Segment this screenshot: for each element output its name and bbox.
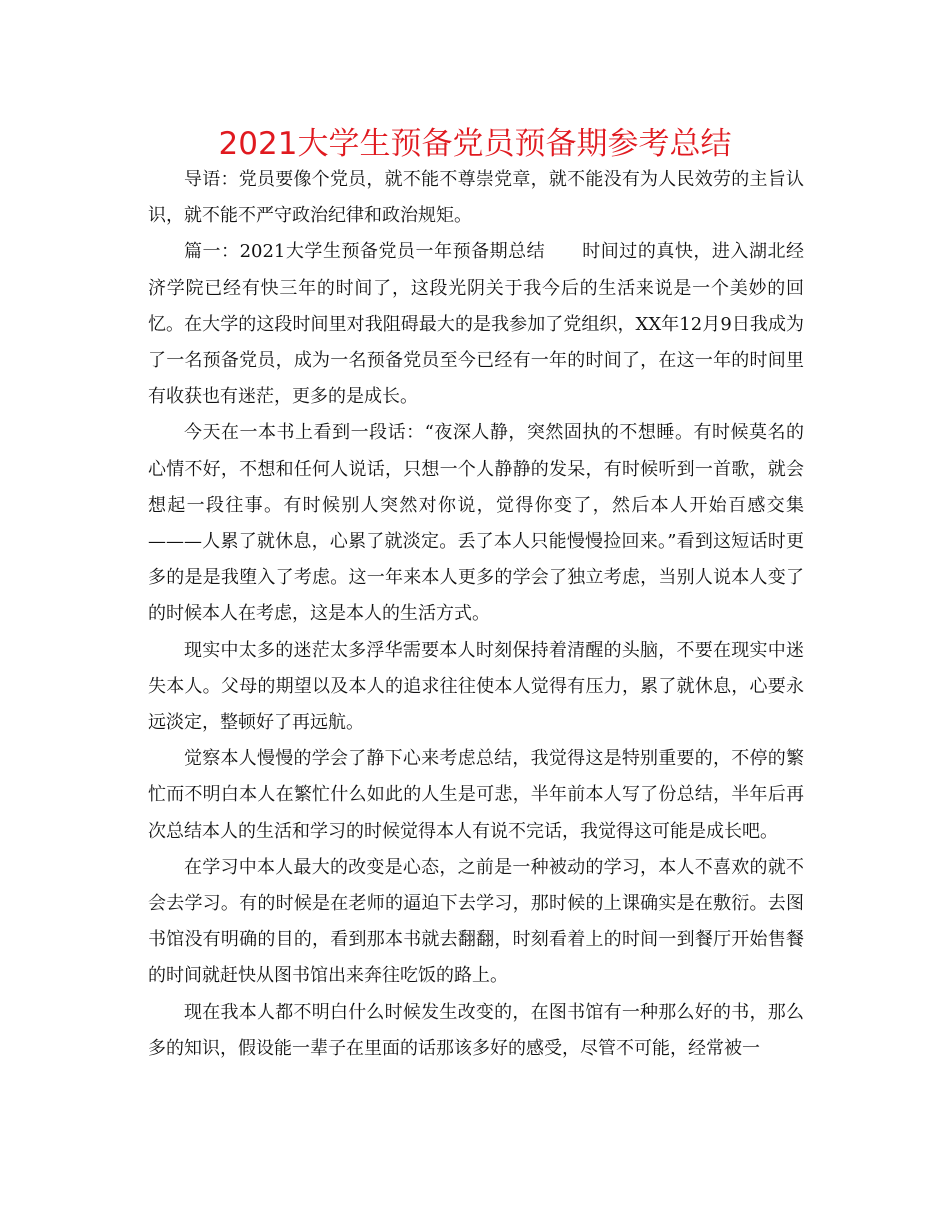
paragraph-6: 现在我本人都不明白什么时候发生改变的，在图书馆有一种那么好的书，那么多的知识，假设能一辈子在里面的话那该多好的感受，尽管不可能，经常被一 — [148, 1001, 804, 1059]
paragraph-5: 在学习中本人最大的改变是心态，之前是一种被动的学习，本人不喜欢的就不会去学习。有的时候是在老师的逼迫下去学习，那时候的上课确实是在敷衍。去图书馆没有明确的目的，看到那本书就去翻翻，时刻看着上的时间一到餐厅开始售餐的时间就赶快从图书馆出来奔往吃饭的路上。 — [148, 856, 804, 987]
document-body — [148, 162, 804, 1067]
paragraph-intro: 导语：党员要像个党员，就不能不尊崇党章，就不能没有为人民效劳的主旨认识，就不能不严守政治纪律和政治规矩。 — [148, 169, 804, 227]
paragraph-1: 篇一：2021大学生预备党员一年预备期总结 时间过的真快，进入湖北经济学院已经有快三年的时间了，这段光阴关于我今后的生活来说是一个美妙的回忆。在大学的这段时间里对我阻碍最大的是我参加了党组织，XX年12月9日我成为了一名预备党员，成为一名预备党员至今已经有一年的时间了，在这一年的时间里有收获也有迷茫，更多的是成长。 — [148, 241, 804, 408]
document-title: 2021大学生预备党员预备期参考总结 — [218, 126, 732, 162]
paragraph-3: 现实中太多的迷茫太多浮华需要本人时刻保持着清醒的头脑，不要在现实中迷失本人。父母的期望以及本人的追求往往使本人觉得有压力，累了就休息，心要永远淡定，整顿好了再远航。 — [148, 639, 804, 734]
paragraph-2: 今天在一本书上看到一段话：“夜深人静，突然固执的不想睡。有时候莫名的心情不好，不想和任何人说话，只想一个人静静的发呆，有时候听到一首歌，就会想起一段往事。有时候别人突然对你说，觉得你变了，然后本人开始百感交集———人累了就休息，心累了就淡定。丢了本人只能慢慢捡回来。”看到这短话时更多的是是我堕入了考虑。这一年来本人更多的学会了独立考虑，当别人说本人变了的时候本人在考虑，这是本人的生活方式。 — [148, 422, 804, 625]
paragraph-4: 觉察本人慢慢的学会了静下心来考虑总结，我觉得这是特别重要的，不停的繁忙而不明白本人在繁忙什么如此的人生是可悲，半年前本人写了份总结，半年后再次总结本人的生活和学习的时候觉得本人有说不完话，我觉得这可能是成长吧。 — [148, 748, 804, 842]
